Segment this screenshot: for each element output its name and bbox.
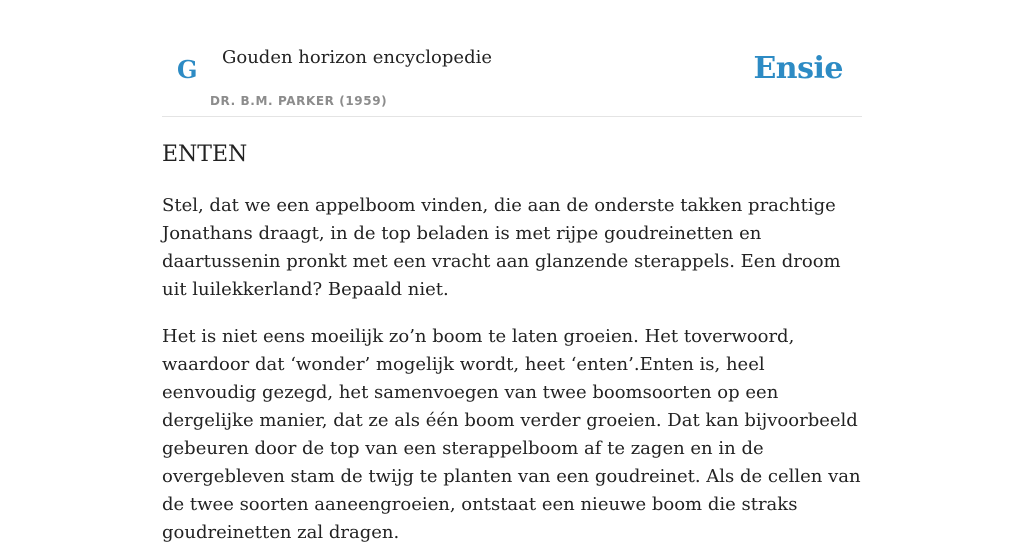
article <box>162 140 862 547</box>
article-title: ENTEN <box>162 142 248 167</box>
article-paragraph: Stel, dat we een appelboom vinden, die aan de onderste takken prachtige Jonathans draagt, in de top beladen is met rijpe goudreinetten en daartussenin pronkt met een vracht aan glanzende sterappels. Een droom uit luilekkerland? Bepaald niet. <box>162 195 841 300</box>
article-paragraph: Het is niet eens moeilijk zo’n boom te laten groeien. Het toverwoord, waardoor dat ‘wonder’ mogelijk wordt, heet ‘enten’.Enten is, heel eenvoudig gezegd, het samenvoegen van twee boomsoorten op een dergelijke manier, dat ze als één boom verder groeien. Dat kan bijvoorbeeld gebeuren door de top van een sterappelboom af te zagen en in de overgebleven stam de twijg te planten van een goudreinet. Als de cellen van de twee soorten aaneengroeien, ontstaat een nieuwe boom die straks goudreinetten zal dragen. <box>162 326 861 543</box>
book-header <box>162 0 862 117</box>
book-title[interactable]: Gouden horizon encyclopedie <box>222 47 492 68</box>
ensie-logo[interactable]: Ensie <box>753 51 843 86</box>
book-author: DR. B.M. PARKER (1959) <box>210 94 388 108</box>
book-logo[interactable]: G <box>177 55 198 84</box>
